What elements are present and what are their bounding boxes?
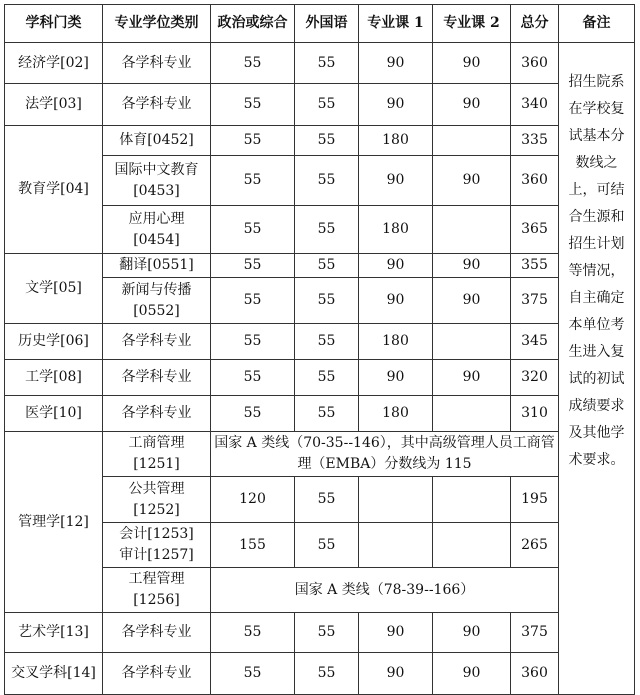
type-cell: 各学科专业 [103, 324, 211, 360]
politics-cell: 55 [211, 324, 295, 360]
foreign-cell: 55 [295, 126, 359, 156]
table-row [5, 613, 635, 653]
total-cell: 365 [511, 206, 559, 254]
type-cell: 各学科专业 [103, 653, 211, 695]
politics-cell: 55 [211, 84, 295, 126]
foreign-cell: 55 [295, 43, 359, 84]
header-remark: 备注 [559, 5, 635, 43]
table-row [5, 84, 635, 126]
course2-cell: 90 [433, 360, 511, 396]
course2-cell: 90 [433, 653, 511, 695]
politics-cell: 55 [211, 613, 295, 653]
course1-cell: 90 [359, 43, 433, 84]
header-total: 总分 [511, 5, 559, 43]
type-line: 公共管理 [128, 480, 185, 497]
course1-cell: 90 [359, 156, 433, 206]
type-cell [103, 156, 211, 206]
table-row [5, 360, 635, 396]
type-line: 工商管理 [128, 435, 185, 451]
politics-cell: 55 [211, 206, 295, 254]
total-cell: 360 [511, 156, 559, 206]
category-cell: 艺术学[13] [5, 613, 103, 653]
type-cell: 翻译[0551] [103, 254, 211, 278]
header-category: 学科门类 [5, 5, 103, 43]
category-cell: 教育学[04] [5, 126, 103, 254]
table-row [5, 432, 635, 477]
politics-cell: 120 [211, 477, 295, 523]
header-politics: 政治或综合 [211, 5, 295, 43]
national-line-note: 国家 A 类线（70-35--146），其中高级管理人员工商管理（EMBA）分数线为 115 [211, 432, 559, 477]
course2-cell: 90 [433, 278, 511, 324]
type-cell [103, 568, 211, 613]
total-cell: 310 [511, 396, 559, 432]
type-line: 国际中文教育 [114, 161, 199, 178]
table-row [5, 324, 635, 360]
type-cell [103, 432, 211, 477]
course1-cell: 90 [359, 613, 433, 653]
table-row [5, 653, 635, 695]
remark-cell: 招生院系在学校复试基本分数线之上，可结合生源和招生计划等情况，自主确定本单位考生进入复试的初试成绩要求及其他学术要求。 [559, 43, 635, 695]
course1-cell: 180 [359, 126, 433, 156]
type-cell [103, 206, 211, 254]
course1-cell: 180 [359, 206, 433, 254]
type-cell: 各学科专业 [103, 613, 211, 653]
category-cell: 文学[05] [5, 254, 103, 324]
header-foreign: 外国语 [295, 5, 359, 43]
type-cell: 体育[0452] [103, 126, 211, 156]
type-code: [0453] [133, 182, 180, 199]
foreign-cell: 55 [295, 206, 359, 254]
course2-cell [433, 126, 511, 156]
foreign-cell: 55 [295, 324, 359, 360]
politics-cell: 55 [211, 278, 295, 324]
national-line-note: 国家 A 类线（78-39--166） [211, 568, 559, 613]
header-course2: 专业课 2 [433, 5, 511, 43]
type-code: [1256] [133, 592, 180, 608]
politics-cell: 55 [211, 254, 295, 278]
politics-cell: 55 [211, 360, 295, 396]
course2-cell: 90 [433, 254, 511, 278]
course2-cell: 90 [433, 43, 511, 84]
total-cell: 195 [511, 477, 559, 523]
header-row [5, 5, 635, 43]
foreign-cell: 55 [295, 477, 359, 523]
course2-cell [433, 396, 511, 432]
category-cell: 医学[10] [5, 396, 103, 432]
course1-cell [359, 477, 433, 523]
type-cell: 各学科专业 [103, 396, 211, 432]
total-cell: 375 [511, 613, 559, 653]
foreign-cell: 55 [295, 156, 359, 206]
politics-cell: 55 [211, 396, 295, 432]
course1-cell: 90 [359, 84, 433, 126]
header-type: 专业学位类别 [103, 5, 211, 43]
table-row [5, 254, 635, 278]
type-line: 应用心理 [128, 210, 185, 227]
category-cell: 工学[08] [5, 360, 103, 396]
type-cell [103, 523, 211, 568]
foreign-cell: 55 [295, 613, 359, 653]
course1-cell: 90 [359, 278, 433, 324]
course1-cell: 90 [359, 360, 433, 396]
politics-cell: 55 [211, 653, 295, 695]
type-code: [0454] [133, 231, 180, 248]
header-course1: 专业课 1 [359, 5, 433, 43]
total-cell: 335 [511, 126, 559, 156]
total-cell: 340 [511, 84, 559, 126]
total-cell: 320 [511, 360, 559, 396]
category-cell: 经济学[02] [5, 43, 103, 84]
course2-cell [433, 477, 511, 523]
total-cell: 345 [511, 324, 559, 360]
type-line: 审计[1257] [119, 547, 194, 563]
foreign-cell: 55 [295, 84, 359, 126]
foreign-cell: 55 [295, 396, 359, 432]
type-cell: 各学科专业 [103, 84, 211, 126]
course1-cell: 180 [359, 324, 433, 360]
type-code: [0552] [133, 302, 180, 319]
type-line: 会计[1253] [119, 526, 194, 542]
total-cell: 360 [511, 653, 559, 695]
course1-cell: 90 [359, 254, 433, 278]
type-line: 工程管理 [128, 571, 185, 587]
politics-cell: 155 [211, 523, 295, 568]
course2-cell: 90 [433, 613, 511, 653]
table-row [5, 396, 635, 432]
foreign-cell: 55 [295, 653, 359, 695]
politics-cell: 55 [211, 43, 295, 84]
score-table [4, 4, 635, 695]
type-code: [1251] [133, 456, 180, 472]
course2-cell [433, 523, 511, 568]
politics-cell: 55 [211, 156, 295, 206]
type-cell [103, 278, 211, 324]
type-cell: 各学科专业 [103, 43, 211, 84]
type-cell: 各学科专业 [103, 360, 211, 396]
type-code: [1252] [133, 501, 180, 518]
category-cell: 交叉学科[14] [5, 653, 103, 695]
category-cell: 法学[03] [5, 84, 103, 126]
category-cell: 管理学[12] [5, 432, 103, 613]
politics-cell: 55 [211, 126, 295, 156]
course1-cell: 90 [359, 653, 433, 695]
total-cell: 355 [511, 254, 559, 278]
table-row [5, 126, 635, 156]
total-cell: 375 [511, 278, 559, 324]
foreign-cell: 55 [295, 523, 359, 568]
foreign-cell: 55 [295, 254, 359, 278]
course1-cell: 180 [359, 396, 433, 432]
course2-cell: 90 [433, 156, 511, 206]
type-line: 新闻与传播 [121, 281, 192, 298]
course1-cell [359, 523, 433, 568]
foreign-cell: 55 [295, 360, 359, 396]
course2-cell [433, 206, 511, 254]
foreign-cell: 55 [295, 278, 359, 324]
course2-cell: 90 [433, 84, 511, 126]
table-row [5, 43, 635, 84]
total-cell: 265 [511, 523, 559, 568]
course2-cell [433, 324, 511, 360]
total-cell: 360 [511, 43, 559, 84]
category-cell: 历史学[06] [5, 324, 103, 360]
type-cell [103, 477, 211, 523]
